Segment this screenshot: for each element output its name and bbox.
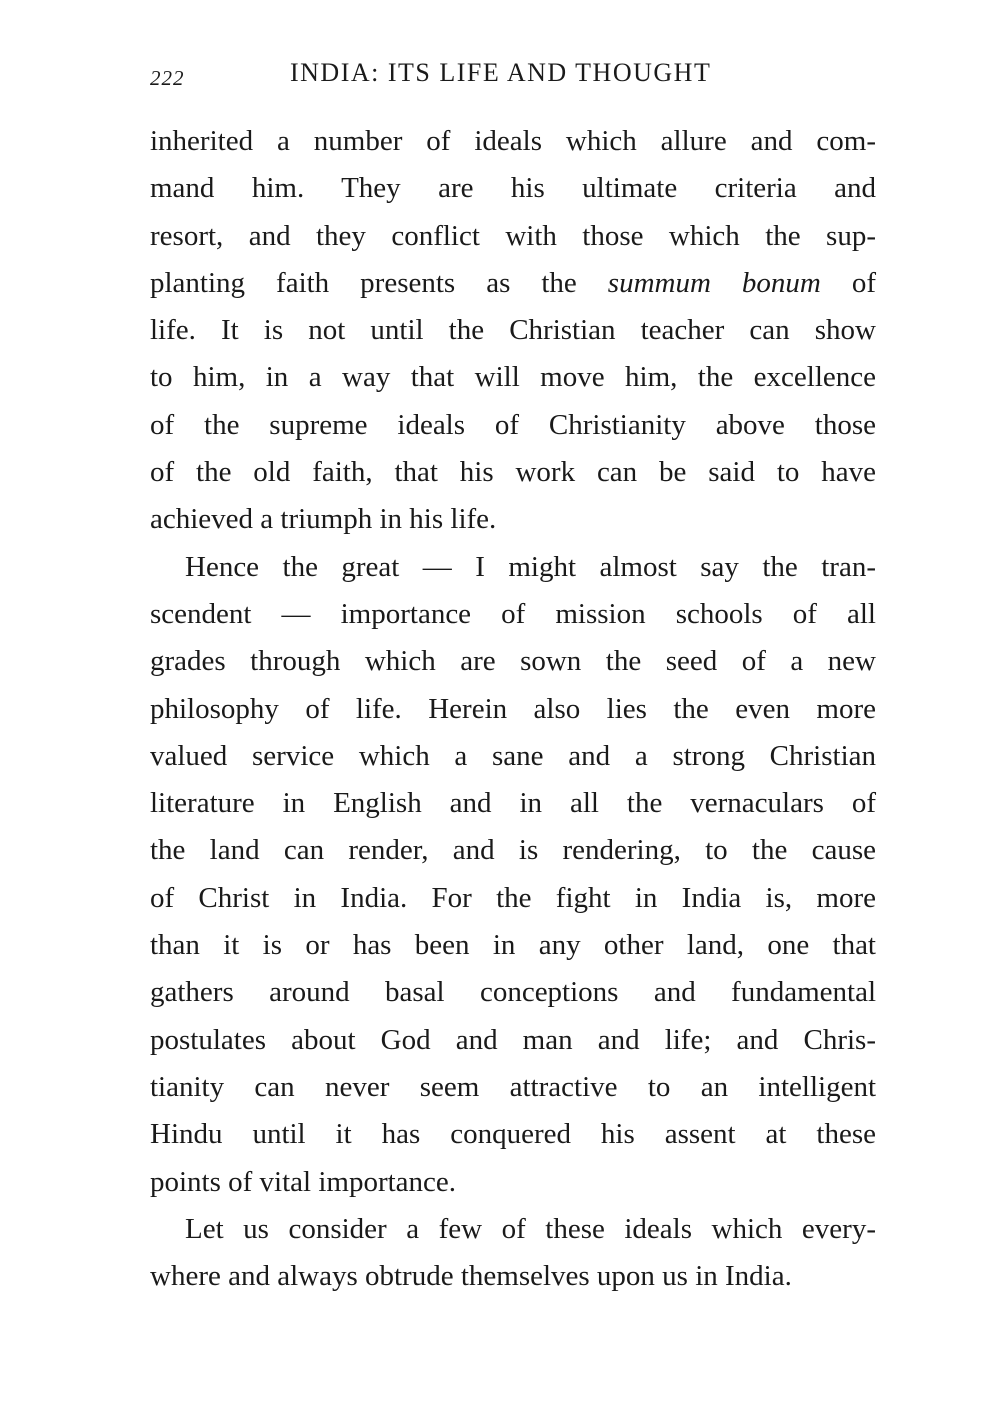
- text-line: of the supreme ideals of Christianity above those: [150, 408, 876, 441]
- body-text: [150, 118, 876, 1300]
- text-line: philosophy of life. Herein also lies the even more: [150, 692, 876, 725]
- text-line: life. It is not until the Christian teacher can show: [150, 314, 876, 347]
- text-line: of Christ in India. For the fight in India is, more: [150, 881, 876, 914]
- text-line: resort, and they conflict with those which the sup-: [150, 219, 876, 252]
- text-line: literature in English and in all the vernaculars of: [150, 787, 876, 820]
- text-line: grades through which are sown the seed of a new: [150, 645, 876, 678]
- text-line: scendent — importance of mission schools of all: [150, 597, 876, 630]
- text-line: [150, 260, 876, 307]
- paragraph: [150, 544, 876, 1206]
- text-line: where and always obtrude themselves upon us in India.: [150, 1260, 792, 1293]
- text-line: to him, in a way that will move him, the excellence: [150, 361, 876, 394]
- paragraph: [150, 1206, 876, 1301]
- text-line: achieved a triumph in his life.: [150, 503, 497, 536]
- text-line: of the old faith, that his work can be said to have: [150, 456, 876, 489]
- text-line: Hence the great — I might almost say the tran-: [185, 550, 876, 583]
- page-header: [150, 58, 876, 94]
- text-line: Let us consider a few of these ideals which every-: [185, 1212, 876, 1245]
- paragraph: [150, 118, 876, 544]
- text-line: gathers around basal conceptions and fundamental: [150, 976, 876, 1009]
- text-line: mand him. They are his ultimate criteria and: [150, 172, 876, 205]
- text-line: than it is or has been in any other land, one that: [150, 929, 876, 962]
- text-run: planting faith presents as the: [150, 266, 608, 299]
- text-line: tianity can never seem attractive to an intelligent: [150, 1070, 876, 1103]
- text-line: Hindu until it has conquered his assent at these: [150, 1118, 876, 1151]
- italic-phrase: summum bonum: [607, 266, 821, 299]
- text-line: postulates about God and man and life; and Chris-: [150, 1023, 876, 1056]
- running-title: INDIA: ITS LIFE AND THOUGHT: [290, 58, 712, 87]
- text-line: valued service which a sane and a strong Christian: [150, 739, 876, 772]
- text-line: the land can render, and is rendering, to the cause: [150, 834, 876, 867]
- text-line: points of vital importance.: [150, 1165, 457, 1198]
- text-line: inherited a number of ideals which allure and com-: [150, 125, 876, 157]
- page-number: 222: [150, 66, 185, 90]
- text-run: of: [820, 266, 876, 299]
